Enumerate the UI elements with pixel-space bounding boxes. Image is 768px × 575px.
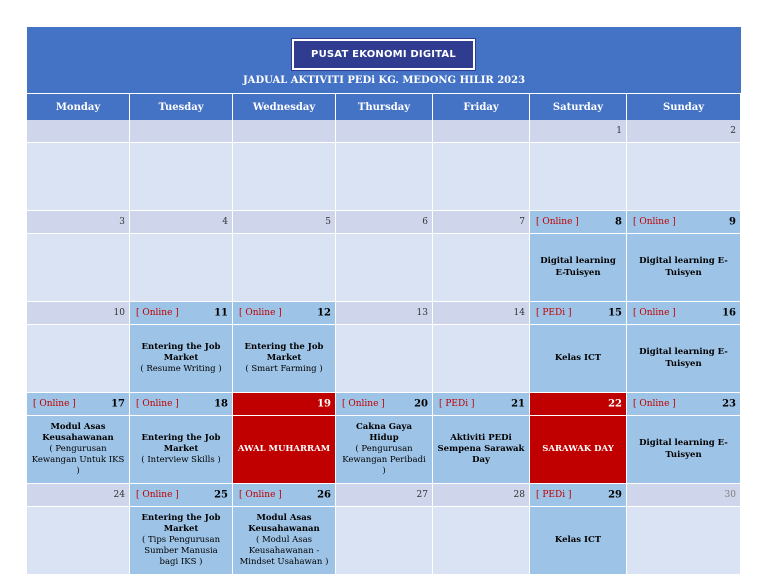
event-cell[interactable] (27, 234, 130, 302)
event-title: Digital learning E-Tuisyen (639, 438, 728, 460)
event-cell[interactable] (27, 325, 130, 393)
event-cell[interactable] (233, 416, 336, 484)
event-cell[interactable] (627, 325, 741, 393)
event-title: SARAWAK DAY (542, 443, 614, 454)
event-description: ( Pengurusan Kewangan Untuk IKS ) (31, 443, 125, 477)
date-cell[interactable] (130, 211, 233, 234)
date-cell[interactable] (336, 120, 433, 143)
event-cell[interactable] (130, 143, 233, 211)
date-number: 4 (222, 217, 228, 227)
event-title: Entering the Job Market (141, 512, 221, 534)
date-cell[interactable] (433, 393, 530, 416)
event-title: AWAL MUHARRAM (237, 443, 331, 454)
date-cell[interactable] (27, 302, 130, 325)
date-cell[interactable] (130, 484, 233, 507)
event-cell[interactable] (433, 416, 530, 484)
event-title: Digital learning E-Tuisyen (540, 256, 616, 278)
date-cell[interactable] (233, 211, 336, 234)
date-number: 14 (513, 308, 525, 318)
date-cell[interactable] (336, 302, 433, 325)
event-tag: [ Online ] (633, 399, 676, 409)
event-cell[interactable] (627, 416, 741, 484)
date-cell[interactable] (27, 211, 130, 234)
day-header-thursday: Thursday (336, 93, 433, 120)
calendar-grid (27, 93, 741, 575)
event-tag: [ Online ] (136, 308, 179, 318)
date-number: 20 (414, 398, 428, 410)
date-cell[interactable] (627, 211, 741, 234)
event-cell[interactable] (336, 143, 433, 211)
event-tag: [ PEDi ] (439, 399, 475, 409)
event-cell[interactable] (530, 325, 627, 393)
date-cell[interactable] (233, 302, 336, 325)
date-cell[interactable] (336, 484, 433, 507)
date-number: 24 (113, 490, 125, 500)
event-tag: [ Online ] (136, 399, 179, 409)
event-description: ( Resume Writing ) (140, 364, 222, 375)
date-number: 15 (608, 307, 622, 319)
event-cell[interactable] (336, 234, 433, 302)
event-cell[interactable] (233, 325, 336, 393)
date-number: 6 (422, 217, 428, 227)
event-description: ( Smart Farming ) (245, 364, 323, 375)
event-cell[interactable] (130, 325, 233, 393)
event-tag: [ Online ] (342, 399, 385, 409)
day-header-tuesday: Tuesday (130, 93, 233, 120)
date-number: 3 (119, 217, 125, 227)
event-description: ( Modul Asas Keusahawanan - Mindset Usahawan ) (239, 534, 329, 568)
event-tag: [ Online ] (239, 490, 282, 500)
calendar-header (27, 27, 741, 93)
date-cell[interactable] (433, 484, 530, 507)
event-cell[interactable] (433, 234, 530, 302)
event-cell[interactable] (530, 507, 627, 575)
event-title: Entering the Job Market (141, 432, 221, 454)
date-cell[interactable] (130, 120, 233, 143)
event-title: Aktiviti PEDi Sempena Sarawak Day (437, 432, 525, 466)
event-title: Modul Asas Keusahawanan (42, 421, 114, 443)
day-header-saturday: Saturday (530, 93, 627, 120)
date-cell[interactable] (433, 120, 530, 143)
date-number: 21 (511, 398, 525, 410)
date-number: 13 (416, 308, 428, 318)
event-cell[interactable] (27, 416, 130, 484)
event-cell[interactable] (233, 143, 336, 211)
event-description: ( Tips Pengurusan Sumber Manusia bagi IKS ) (141, 534, 221, 568)
date-cell[interactable] (336, 393, 433, 416)
date-number: 7 (519, 217, 525, 227)
date-cell[interactable] (530, 302, 627, 325)
date-cell[interactable] (27, 393, 130, 416)
event-tag: [ Online ] (536, 217, 579, 227)
day-header-wednesday: Wednesday (233, 93, 336, 120)
date-number: 22 (608, 398, 622, 410)
date-number: 29 (608, 489, 622, 501)
date-number: 16 (722, 307, 736, 319)
event-tag: [ Online ] (33, 399, 76, 409)
date-number: 8 (615, 216, 622, 228)
date-cell[interactable] (233, 393, 336, 416)
event-title: Kelas ICT (554, 352, 602, 363)
date-cell[interactable] (130, 302, 233, 325)
brand-banner: PUSAT EKONOMI DIGITAL (292, 39, 475, 70)
event-title: Kelas ICT (554, 534, 602, 545)
event-cell[interactable] (27, 143, 130, 211)
date-number: 30 (724, 490, 736, 500)
calendar-sheet (27, 27, 741, 575)
event-cell[interactable] (27, 507, 130, 575)
date-cell[interactable] (433, 302, 530, 325)
event-cell[interactable] (530, 416, 627, 484)
date-number: 17 (111, 398, 125, 410)
date-number: 18 (214, 398, 228, 410)
date-number: 25 (214, 489, 228, 501)
date-number: 23 (722, 398, 736, 410)
event-tag: [ Online ] (633, 217, 676, 227)
event-title: Entering the Job Market (244, 341, 324, 363)
date-cell[interactable] (530, 120, 627, 143)
event-cell[interactable] (233, 507, 336, 575)
date-number: 12 (317, 307, 331, 319)
date-cell[interactable] (530, 484, 627, 507)
date-number: 1 (616, 126, 622, 136)
event-cell[interactable] (627, 143, 741, 211)
event-title: Modul Asas Keusahawanan (248, 512, 320, 534)
date-number: 9 (729, 216, 736, 228)
event-cell[interactable] (433, 143, 530, 211)
calendar-title: JADUAL AKTIVITI PEDi KG. MEDONG HILIR 2023 (242, 75, 526, 86)
event-description: ( Interview Skills ) (141, 455, 221, 466)
date-number: 27 (416, 490, 428, 500)
day-header-sunday: Sunday (627, 93, 741, 120)
date-number: 10 (113, 308, 125, 318)
event-cell[interactable] (433, 507, 530, 575)
event-title: Digital learning E-Tuisyen (639, 256, 728, 278)
date-number: 28 (513, 490, 525, 500)
event-cell[interactable] (233, 234, 336, 302)
date-cell[interactable] (233, 120, 336, 143)
event-cell[interactable] (336, 416, 433, 484)
date-cell[interactable] (27, 120, 130, 143)
event-tag: [ PEDi ] (536, 308, 572, 318)
date-cell[interactable] (627, 120, 741, 143)
event-description: ( Pengurusan Kewangan Peribadi ) (342, 443, 426, 477)
date-number: 5 (325, 217, 331, 227)
event-cell[interactable] (336, 507, 433, 575)
event-cell[interactable] (130, 416, 233, 484)
date-number: 26 (317, 489, 331, 501)
date-cell[interactable] (627, 302, 741, 325)
event-cell[interactable] (130, 507, 233, 575)
event-title: Digital learning E-Tuisyen (639, 347, 728, 369)
date-cell[interactable] (627, 484, 741, 507)
date-cell[interactable] (530, 393, 627, 416)
event-tag: [ Online ] (633, 308, 676, 318)
event-cell[interactable] (130, 234, 233, 302)
day-header-monday: Monday (27, 93, 130, 120)
event-cell[interactable] (530, 234, 627, 302)
date-number: 11 (214, 307, 228, 319)
date-cell[interactable] (130, 393, 233, 416)
event-title: Entering the Job Market (141, 341, 221, 363)
event-cell[interactable] (530, 143, 627, 211)
date-cell[interactable] (233, 484, 336, 507)
event-title: Cakna Gaya Hidup (355, 421, 413, 443)
date-number: 19 (317, 398, 331, 410)
date-cell[interactable] (627, 393, 741, 416)
event-tag: [ Online ] (136, 490, 179, 500)
date-cell[interactable] (433, 211, 530, 234)
event-tag: [ Online ] (239, 308, 282, 318)
date-cell[interactable] (27, 484, 130, 507)
event-cell[interactable] (627, 507, 741, 575)
date-cell[interactable] (336, 211, 433, 234)
day-header-friday: Friday (433, 93, 530, 120)
event-tag: [ PEDi ] (536, 490, 572, 500)
event-cell[interactable] (433, 325, 530, 393)
date-cell[interactable] (530, 211, 627, 234)
date-number: 2 (730, 126, 736, 136)
event-cell[interactable] (336, 325, 433, 393)
event-cell[interactable] (627, 234, 741, 302)
